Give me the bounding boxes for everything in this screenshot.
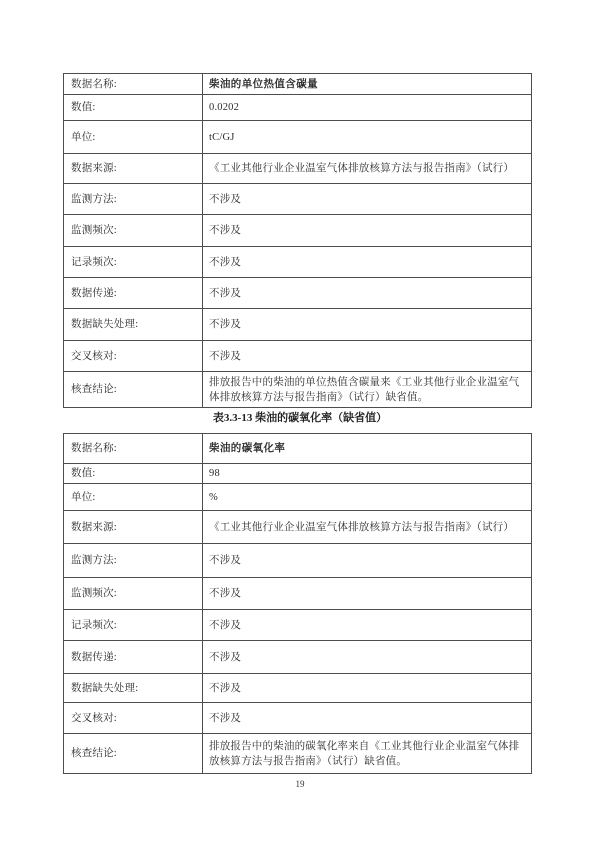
row-label: 单位: xyxy=(64,484,203,510)
row-label: 数据名称: xyxy=(64,74,203,94)
row-label: 数据缺失处理: xyxy=(64,309,203,340)
table-row xyxy=(64,703,531,734)
row-value: 不涉及 xyxy=(209,287,242,299)
table-row xyxy=(64,278,531,309)
table-diesel-oxidation-rate xyxy=(63,433,532,774)
row-value: 不涉及 xyxy=(209,225,242,236)
row-value: 不涉及 xyxy=(209,682,242,694)
row-label: 单位: xyxy=(64,121,203,153)
table-row xyxy=(64,74,531,95)
row-label: 数据缺失处理: xyxy=(64,674,203,702)
row-value: % xyxy=(209,491,218,503)
row-label: 记录频次: xyxy=(64,247,203,277)
table-row xyxy=(64,484,531,511)
table-row xyxy=(64,215,531,247)
row-label: 数据名称: xyxy=(64,434,203,463)
table-row xyxy=(64,154,531,184)
row-value: 《工业其他行业企业温室气体排放核算方法与报告指南》（试行） xyxy=(209,521,515,533)
table-row xyxy=(64,341,531,372)
table-row xyxy=(64,184,531,215)
row-label: 数据传递: xyxy=(64,641,203,673)
table-row xyxy=(64,247,531,278)
table-caption: 表3.3-13 柴油的碳氧化率（缺省值） xyxy=(212,412,388,424)
row-label: 核查结论: xyxy=(64,372,203,407)
row-label: 监测方法: xyxy=(64,184,203,214)
row-value: 《工业其他行业企业温室气体排放核算方法与报告指南》（试行） xyxy=(209,163,515,174)
table-row xyxy=(64,121,531,154)
table-row xyxy=(64,674,531,703)
table-row xyxy=(64,434,531,464)
table-row xyxy=(64,641,531,674)
row-value: 不涉及 xyxy=(209,319,242,330)
row-label: 监测频次: xyxy=(64,215,203,246)
row-label: 数据来源: xyxy=(64,154,203,183)
table-row xyxy=(64,95,531,121)
table-row xyxy=(64,511,531,544)
row-value: 不涉及 xyxy=(209,619,242,631)
table-row xyxy=(64,309,531,341)
row-label: 监测频次: xyxy=(64,578,203,609)
row-value: 不涉及 xyxy=(209,588,242,599)
row-value: tC/GJ xyxy=(209,131,235,143)
row-label: 记录频次: xyxy=(64,610,203,640)
table-diesel-carbon-content xyxy=(63,73,532,408)
row-label: 交叉核对: xyxy=(64,341,203,371)
row-label: 交叉核对: xyxy=(64,703,203,733)
row-value: 不涉及 xyxy=(209,651,242,663)
row-label: 核查结论: xyxy=(64,734,203,773)
row-label: 数值: xyxy=(64,95,203,120)
row-value: 柴油的碳氧化率 xyxy=(209,443,286,454)
row-value: 柴油的单位热值含碳量 xyxy=(209,78,318,90)
table-row xyxy=(64,372,531,407)
row-value: 不涉及 xyxy=(209,350,242,362)
row-label: 数据传递: xyxy=(64,278,203,308)
table-row xyxy=(64,578,531,610)
row-value: 不涉及 xyxy=(209,193,242,205)
row-value: 98 xyxy=(209,468,220,479)
row-value: 排放报告中的柴油的单位热值含碳量来《工业其他行业企业温室气体排放核算方法与报告指南》（试行）缺省值。 xyxy=(209,376,520,403)
table-row xyxy=(64,464,531,484)
table-row xyxy=(64,610,531,641)
table-row xyxy=(64,544,531,578)
row-value: 排放报告中的柴油的碳氧化率来自《工业其他行业企业温室气体排放核算方法与报告指南》（试行）缺省值。 xyxy=(209,740,520,767)
row-label: 数据来源: xyxy=(64,511,203,543)
row-value: 不涉及 xyxy=(209,555,242,566)
row-value: 不涉及 xyxy=(209,256,242,268)
row-label: 监测方法: xyxy=(64,544,203,577)
row-value: 不涉及 xyxy=(209,712,242,724)
table-row xyxy=(64,734,531,773)
row-label: 数值: xyxy=(64,464,203,483)
page-number: 19 xyxy=(295,779,305,789)
row-value: 0.0202 xyxy=(209,102,240,113)
